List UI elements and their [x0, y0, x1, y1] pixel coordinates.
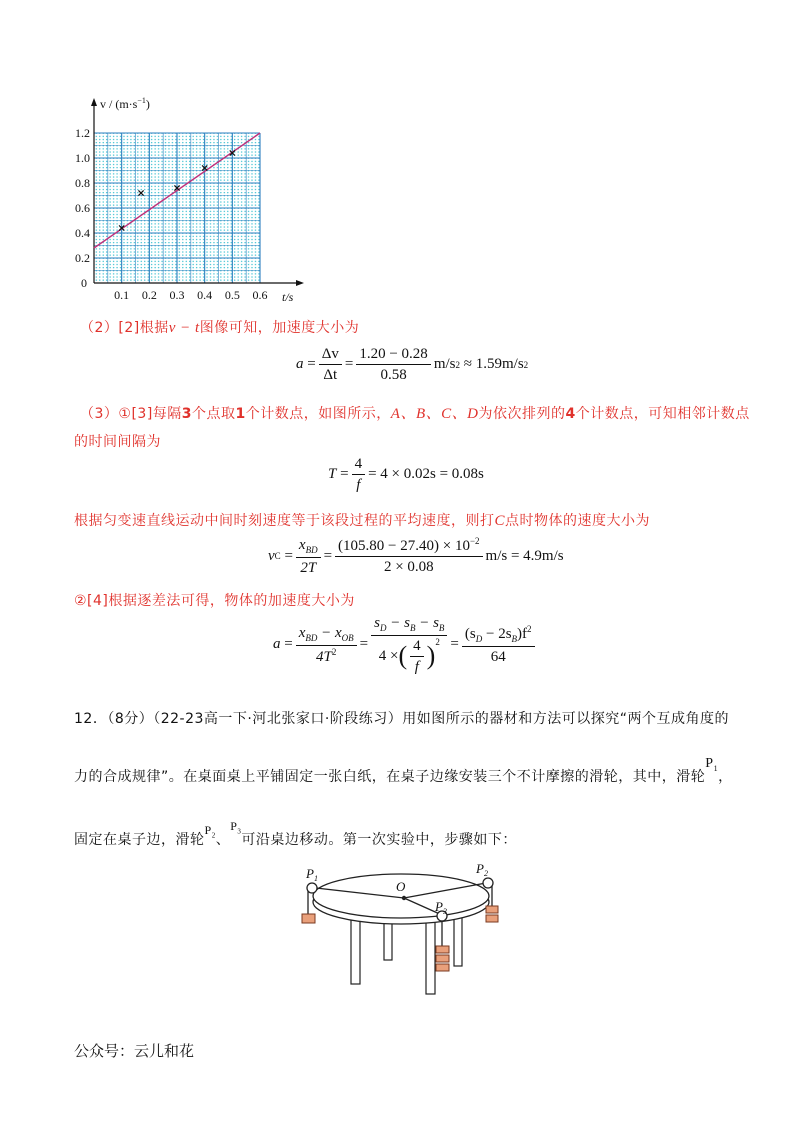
vc-equation: v C = $\frac{x_{BD}}{2T}$ = $\frac{(105.80 - 27.40) \times 10^{-2}}{2 \times 0.08}$ m/s = 4.9m/s: [268, 536, 564, 576]
x-tick-label: 0.3: [169, 288, 185, 302]
sub: 2: [211, 831, 216, 840]
frac-den: f: [414, 658, 419, 675]
frac-num: (105.80 − 27.40) × 10: [338, 538, 470, 555]
sub: OB: [341, 633, 354, 643]
s: s: [374, 615, 380, 631]
text: 力的合成规律”。在桌面桌上平铺固定一张白纸，在桌子边缘安装三个不计摩擦的滑轮，其中，滑轮: [74, 769, 706, 785]
vt-symbol: v − t: [168, 320, 200, 336]
s: − s: [390, 615, 410, 631]
eq-a: a: [296, 356, 304, 372]
x: x: [298, 625, 306, 641]
pulley-icon: [307, 883, 317, 893]
sub: 3: [237, 827, 242, 836]
frac-1: $\frac{x_{BD} - x_{OB}}{4T^2}$: [296, 624, 357, 666]
frac-den: 64: [490, 648, 506, 665]
frac-den: 0.58: [380, 367, 407, 383]
weight-block: [436, 964, 449, 971]
part3-prefix: （3）①[3]每隔: [80, 406, 182, 422]
weight-block: [302, 914, 315, 923]
eq-rhs: = 4 × 0.02s = 0.08s: [368, 466, 484, 482]
eq-a: a: [273, 636, 281, 653]
text: 个点取: [192, 406, 236, 422]
part3-line3: [74, 510, 650, 530]
weight-block: [486, 915, 498, 922]
sub: D: [379, 623, 387, 633]
eq-unit: m/s: [433, 356, 456, 372]
frac-num: 4: [410, 637, 424, 657]
text: 可沿桌边移动。第一次实验中，步骤如下：: [241, 832, 517, 848]
frac-values: [356, 345, 430, 384]
frac-3: $\frac{(s_D - 2s_B)f^2}{64}$: [462, 624, 535, 666]
table-pulley-diagram: [296, 858, 506, 998]
pulley-P2: P: [204, 823, 212, 837]
x-tick-label: 0.4: [197, 288, 213, 302]
frac-2: $s_D - s_B - s_B$ 4 × ( $\frac{4}{f}$ ) $^2$: [371, 614, 447, 676]
x-tick-label: 0.6: [252, 288, 268, 302]
x: x: [298, 537, 306, 553]
text: 个计数点，如图所示，: [245, 406, 391, 422]
weight-block: [436, 955, 449, 962]
label-P1: $P_1$: [306, 866, 318, 883]
x-tick-label: 0.1: [114, 288, 130, 302]
y-tick-label: 0.6: [75, 201, 90, 215]
part3-line4: ②[4]根据逐差法可得，物体的加速度大小为: [74, 593, 355, 609]
point-letters: A、B、C、D: [390, 406, 479, 422]
f: )f: [517, 626, 528, 642]
knot-O: [402, 896, 406, 900]
label-O: O: [396, 879, 406, 894]
frac-values: [335, 536, 483, 576]
footer-account: 公众号：云儿和花: [74, 1042, 195, 1060]
x-axis-arrow-icon: [296, 280, 304, 286]
y-tick-label: 0.2: [75, 251, 90, 265]
frac-dv-dt: [319, 345, 342, 384]
q12-line1: 12．（8分）（22-23高一下·河北张家口·阶段练习）用如图所示的器材和方法可以探究“两个互成角度的: [74, 711, 730, 727]
weight-block: [486, 906, 498, 913]
part2-text: 图像可知，加速度大小为: [199, 320, 360, 336]
accel-equation-1: a = $\frac{\Delta v}{\Delta t}$ = $\frac{1.20 - 0.28}{0.58}$ m/s 2 ≈ 1.59m/s 2: [296, 346, 529, 383]
y-axis-arrow-icon: [91, 98, 97, 106]
weight-block: [436, 946, 449, 953]
x-tick-label: 0.2: [141, 288, 157, 302]
part2-line: [80, 317, 359, 337]
frac-num: Δv: [319, 345, 342, 365]
x: − x: [317, 625, 342, 641]
y-axis-label: $v / (m\cdot s^{-1})$: [100, 96, 150, 111]
frac-num: 4: [352, 455, 366, 475]
sub: C: [274, 551, 281, 562]
sub: B: [409, 623, 416, 633]
num-4: 4: [565, 406, 576, 422]
eq-v: v: [268, 547, 275, 564]
x-tick-label: 0.5: [224, 288, 240, 302]
s: (s: [464, 626, 476, 642]
text: ，: [718, 769, 733, 785]
y-tick-label: 1.2: [75, 126, 90, 140]
origin-label: 0: [81, 276, 87, 290]
text: 为依次排列的: [478, 406, 566, 422]
num-3: 3: [181, 406, 193, 422]
pulley-P1: P: [705, 756, 714, 771]
part3-line1: [80, 402, 750, 423]
sub: BD: [305, 545, 318, 555]
sub: 1: [713, 763, 719, 773]
q12-line3: [74, 819, 517, 849]
part3-line2: 的时间间隔为: [74, 434, 161, 450]
frac-4-f: [410, 637, 424, 676]
label-P3: $P_3$: [435, 899, 447, 916]
text: 、: [215, 832, 231, 848]
frac-den: 2T: [300, 559, 317, 576]
frac-den: f: [356, 477, 361, 493]
text: 固定在桌子边，滑轮: [74, 832, 205, 848]
frac-den: 4T: [316, 648, 332, 665]
eq-result: ≈ 1.59m/s: [463, 356, 524, 372]
text: 点时物体的速度大小为: [505, 513, 651, 529]
frac-den: 2 × 0.08: [383, 559, 434, 576]
frac-4-f: [352, 455, 366, 494]
y-tick-label: 0.4: [75, 226, 90, 240]
pulley-icon: [483, 878, 493, 888]
text: 个计数点，可知相邻计数点: [575, 406, 750, 422]
text: 根据匀变速直线运动中间时刻速度等于该段过程的平均速度，则打: [74, 513, 495, 529]
x-axis-label: t/s: [282, 290, 294, 304]
s: − s: [419, 615, 439, 631]
s: − 2s: [482, 626, 512, 642]
velocity-time-chart: [60, 88, 320, 310]
period-equation: T = $\frac{4}{f}$ = 4 × 0.02s = 0.08s: [328, 456, 484, 493]
part2-label: （2）[2]根据: [80, 320, 169, 336]
sub: BD: [305, 633, 318, 643]
pulley-P3: P: [230, 819, 238, 833]
q12-line2: [74, 756, 733, 787]
y-tick-label: 1.0: [75, 151, 90, 165]
num-1: 1: [235, 406, 246, 422]
label-P2: $P_2$: [476, 861, 488, 878]
point-C: C: [494, 513, 506, 529]
diff-accel-equation: a = $\frac{x_{BD} - x_{OB}}{4T^2}$ = $s_D - s_B - s_B$ 4 × ( $\frac{4}{f}$ ) $^2$ = $\frac{(s_D - 2s_B)f^2}{64}$: [273, 614, 538, 676]
frac-num: 1.20 − 0.28: [356, 345, 430, 365]
sup: −2: [469, 536, 480, 547]
frac-den: 4 ×: [378, 648, 399, 665]
eq-rhs: m/s = 4.9m/s: [485, 547, 564, 564]
frac-den: Δt: [323, 367, 338, 383]
y-tick-label: 0.8: [75, 176, 90, 190]
frac-xbd-2t: [296, 536, 321, 577]
eq-T: T: [328, 466, 337, 482]
